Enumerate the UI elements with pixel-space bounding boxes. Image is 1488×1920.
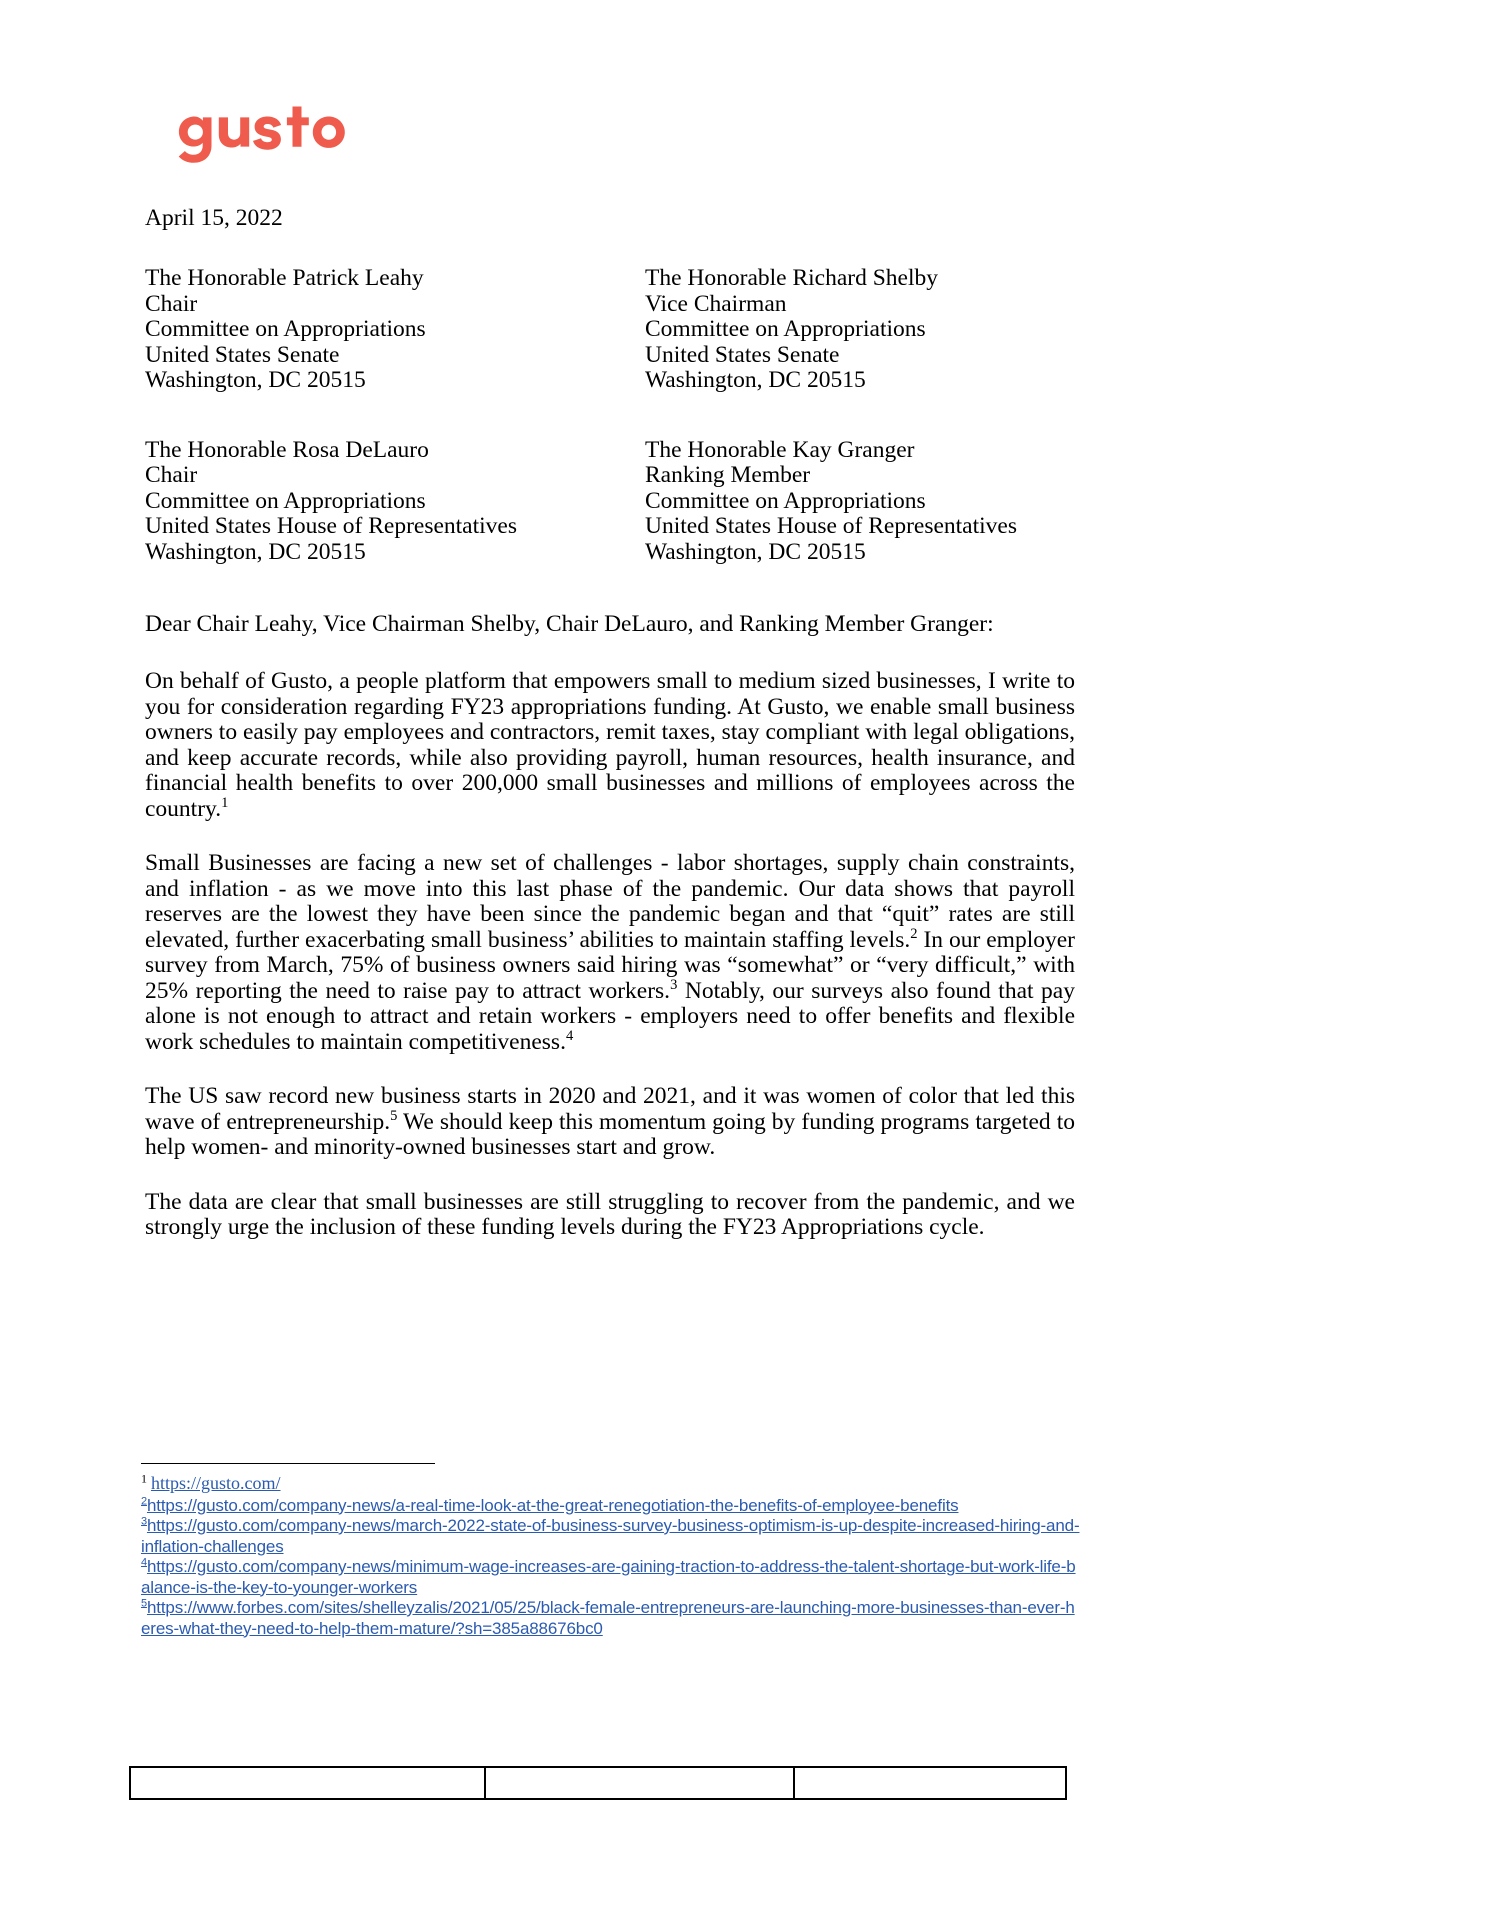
footnote-link[interactable]: https://gusto.com/company-news/minimum-wage-increases-are-gaining-traction-to-address-the-talent-shortage-but-work-life-balance-is-the-key-to-younger-workers [141, 1557, 1076, 1597]
recipient-name: The Honorable Kay Granger [645, 436, 915, 463]
footnote-reference[interactable]: 2 [910, 925, 918, 942]
recipient-chamber: United States House of Representatives [145, 513, 517, 539]
table-row [130, 1767, 1066, 1799]
recipient-chamber: United States Senate [145, 341, 340, 368]
recipient-city: Washington, DC 20515 [645, 367, 866, 393]
footnote-marker: 2 [141, 1494, 147, 1507]
body-paragraph: Small Businesses are facing a new set of challenges - labor shortages, supply chain constraints, and inflation - as we move into this last phase of the pandemic. Our data shows that payroll reserves are the lowest they have been since the pandemic began and that “quit” rates are still elevated, further exacerbating small business’ abilities to maintain staffing levels.$^2$ In our employer survey from March, 75% of business owners said hiring was “somewhat” or “very difficult,” with 25% reporting the need to raise pay to attract workers.$^3$ Notably, our surveys also found that pay alone is not enough to attract and retain workers - employers need to offer benefits and flexible work schedules to maintain competitiveness.$^4$ [145, 850, 1075, 1055]
body-paragraph: The US saw record new business starts in 2020 and 2021, and it was women of color that led this wave of entrepreneurship.$^5$ We should keep this momentum going by funding programs targeted to help women- and minority-owned businesses start and grow. [145, 1083, 1075, 1160]
recipient-delauro [145, 438, 645, 566]
footnote-marker: 1 [141, 1471, 147, 1486]
recipient-block-senate [145, 266, 1075, 394]
recipient-committee: Committee on Appropriations [145, 316, 426, 342]
footnote-item [141, 1516, 1081, 1557]
footnote-link[interactable]: https://gusto.com/company-news/march-2022-state-of-business-survey-business-optimism-is-up-despite-increased-hiring-and-inflation-challenges [141, 1516, 1080, 1556]
footnote-reference[interactable]: 5 [390, 1107, 398, 1124]
recipient-chamber: United States House of Representatives [645, 513, 1017, 539]
footnote-marker: 3 [141, 1515, 147, 1528]
footnote-item [141, 1557, 1081, 1598]
footnote-link[interactable]: https://www.forbes.com/sites/shelleyzalis/2021/05/25/black-female-entrepreneurs-are-launching-more-businesses-than-ever-heres-what-they-need-to-help-them-mature/?sh=385a88676bc0 [141, 1598, 1075, 1638]
recipient-leahy [145, 266, 645, 394]
footnote-marker: 4 [141, 1556, 147, 1569]
gusto-wordmark-icon [170, 100, 370, 170]
footer-cell-3[interactable] [794, 1767, 1066, 1799]
letter-date: April 15, 2022 [145, 205, 283, 231]
salutation: Dear Chair Leahy, Vice Chairman Shelby, Chair DeLauro, and Ranking Member Granger: [145, 611, 994, 637]
recipient-city: Washington, DC 20515 [145, 538, 366, 565]
footnote-link[interactable]: https://gusto.com/company-news/a-real-time-look-at-the-great-renegotiation-the-benefits-of-employee-benefits [146, 1495, 959, 1515]
footnote-list [141, 1473, 1081, 1639]
recipient-granger [645, 438, 1075, 566]
recipient-title: Vice Chairman [645, 290, 787, 317]
recipient-title: Ranking Member [645, 462, 811, 488]
recipient-title: Chair [145, 462, 198, 488]
recipient-committee: Committee on Appropriations [645, 487, 926, 514]
footnote-link[interactable]: https://gusto.com/ [151, 1473, 281, 1493]
recipient-name: The Honorable Richard Shelby [645, 265, 939, 291]
recipient-title: Chair [145, 290, 198, 317]
footnote-marker: 5 [141, 1597, 147, 1610]
recipient-committee: Committee on Appropriations [645, 316, 926, 342]
footnote-item [141, 1598, 1081, 1639]
recipient-city: Washington, DC 20515 [145, 367, 366, 393]
footnotes-section [141, 1463, 1081, 1639]
recipient-name: The Honorable Rosa DeLauro [145, 436, 429, 463]
footnote-reference[interactable]: 3 [670, 976, 678, 993]
recipient-shelby [645, 266, 1075, 394]
recipient-block-house [145, 438, 1075, 566]
recipient-city: Washington, DC 20515 [645, 538, 866, 565]
footnote-reference[interactable]: 1 [221, 794, 229, 811]
footnote-item [141, 1496, 1081, 1517]
letter-paragraphs [145, 669, 1075, 1241]
footnote-reference[interactable]: 4 [565, 1027, 574, 1044]
footer-table [129, 1766, 1067, 1800]
body-paragraph: On behalf of Gusto, a people platform that empowers small to medium sized businesses, I write to you for consideration regarding FY23 appropriations funding. At Gusto, we enable small business owners to easily pay employees and contractors, remit taxes, stay compliant with legal obligations, and keep accurate records, while also providing payroll, human resources, health insurance, and financial health benefits to over 200,000 small businesses and millions of employees across the country.$^1$ [145, 668, 1075, 822]
recipient-name: The Honorable Patrick Leahy [145, 265, 424, 291]
body-paragraph: The data are clear that small businesses are still struggling to recover from the pandemic, and we strongly urge the inclusion of these funding levels during the FY23 Appropriations cycle. [145, 1188, 1075, 1240]
letter-body [145, 203, 1075, 1241]
recipient-chamber: United States Senate [645, 341, 840, 368]
recipient-committee: Committee on Appropriations [145, 487, 426, 514]
gusto-logo [170, 100, 370, 170]
footnote-item [141, 1473, 1081, 1496]
footer-cell-2[interactable] [485, 1767, 794, 1799]
footnote-separator [141, 1463, 435, 1464]
footer-cell-1[interactable] [130, 1767, 485, 1799]
